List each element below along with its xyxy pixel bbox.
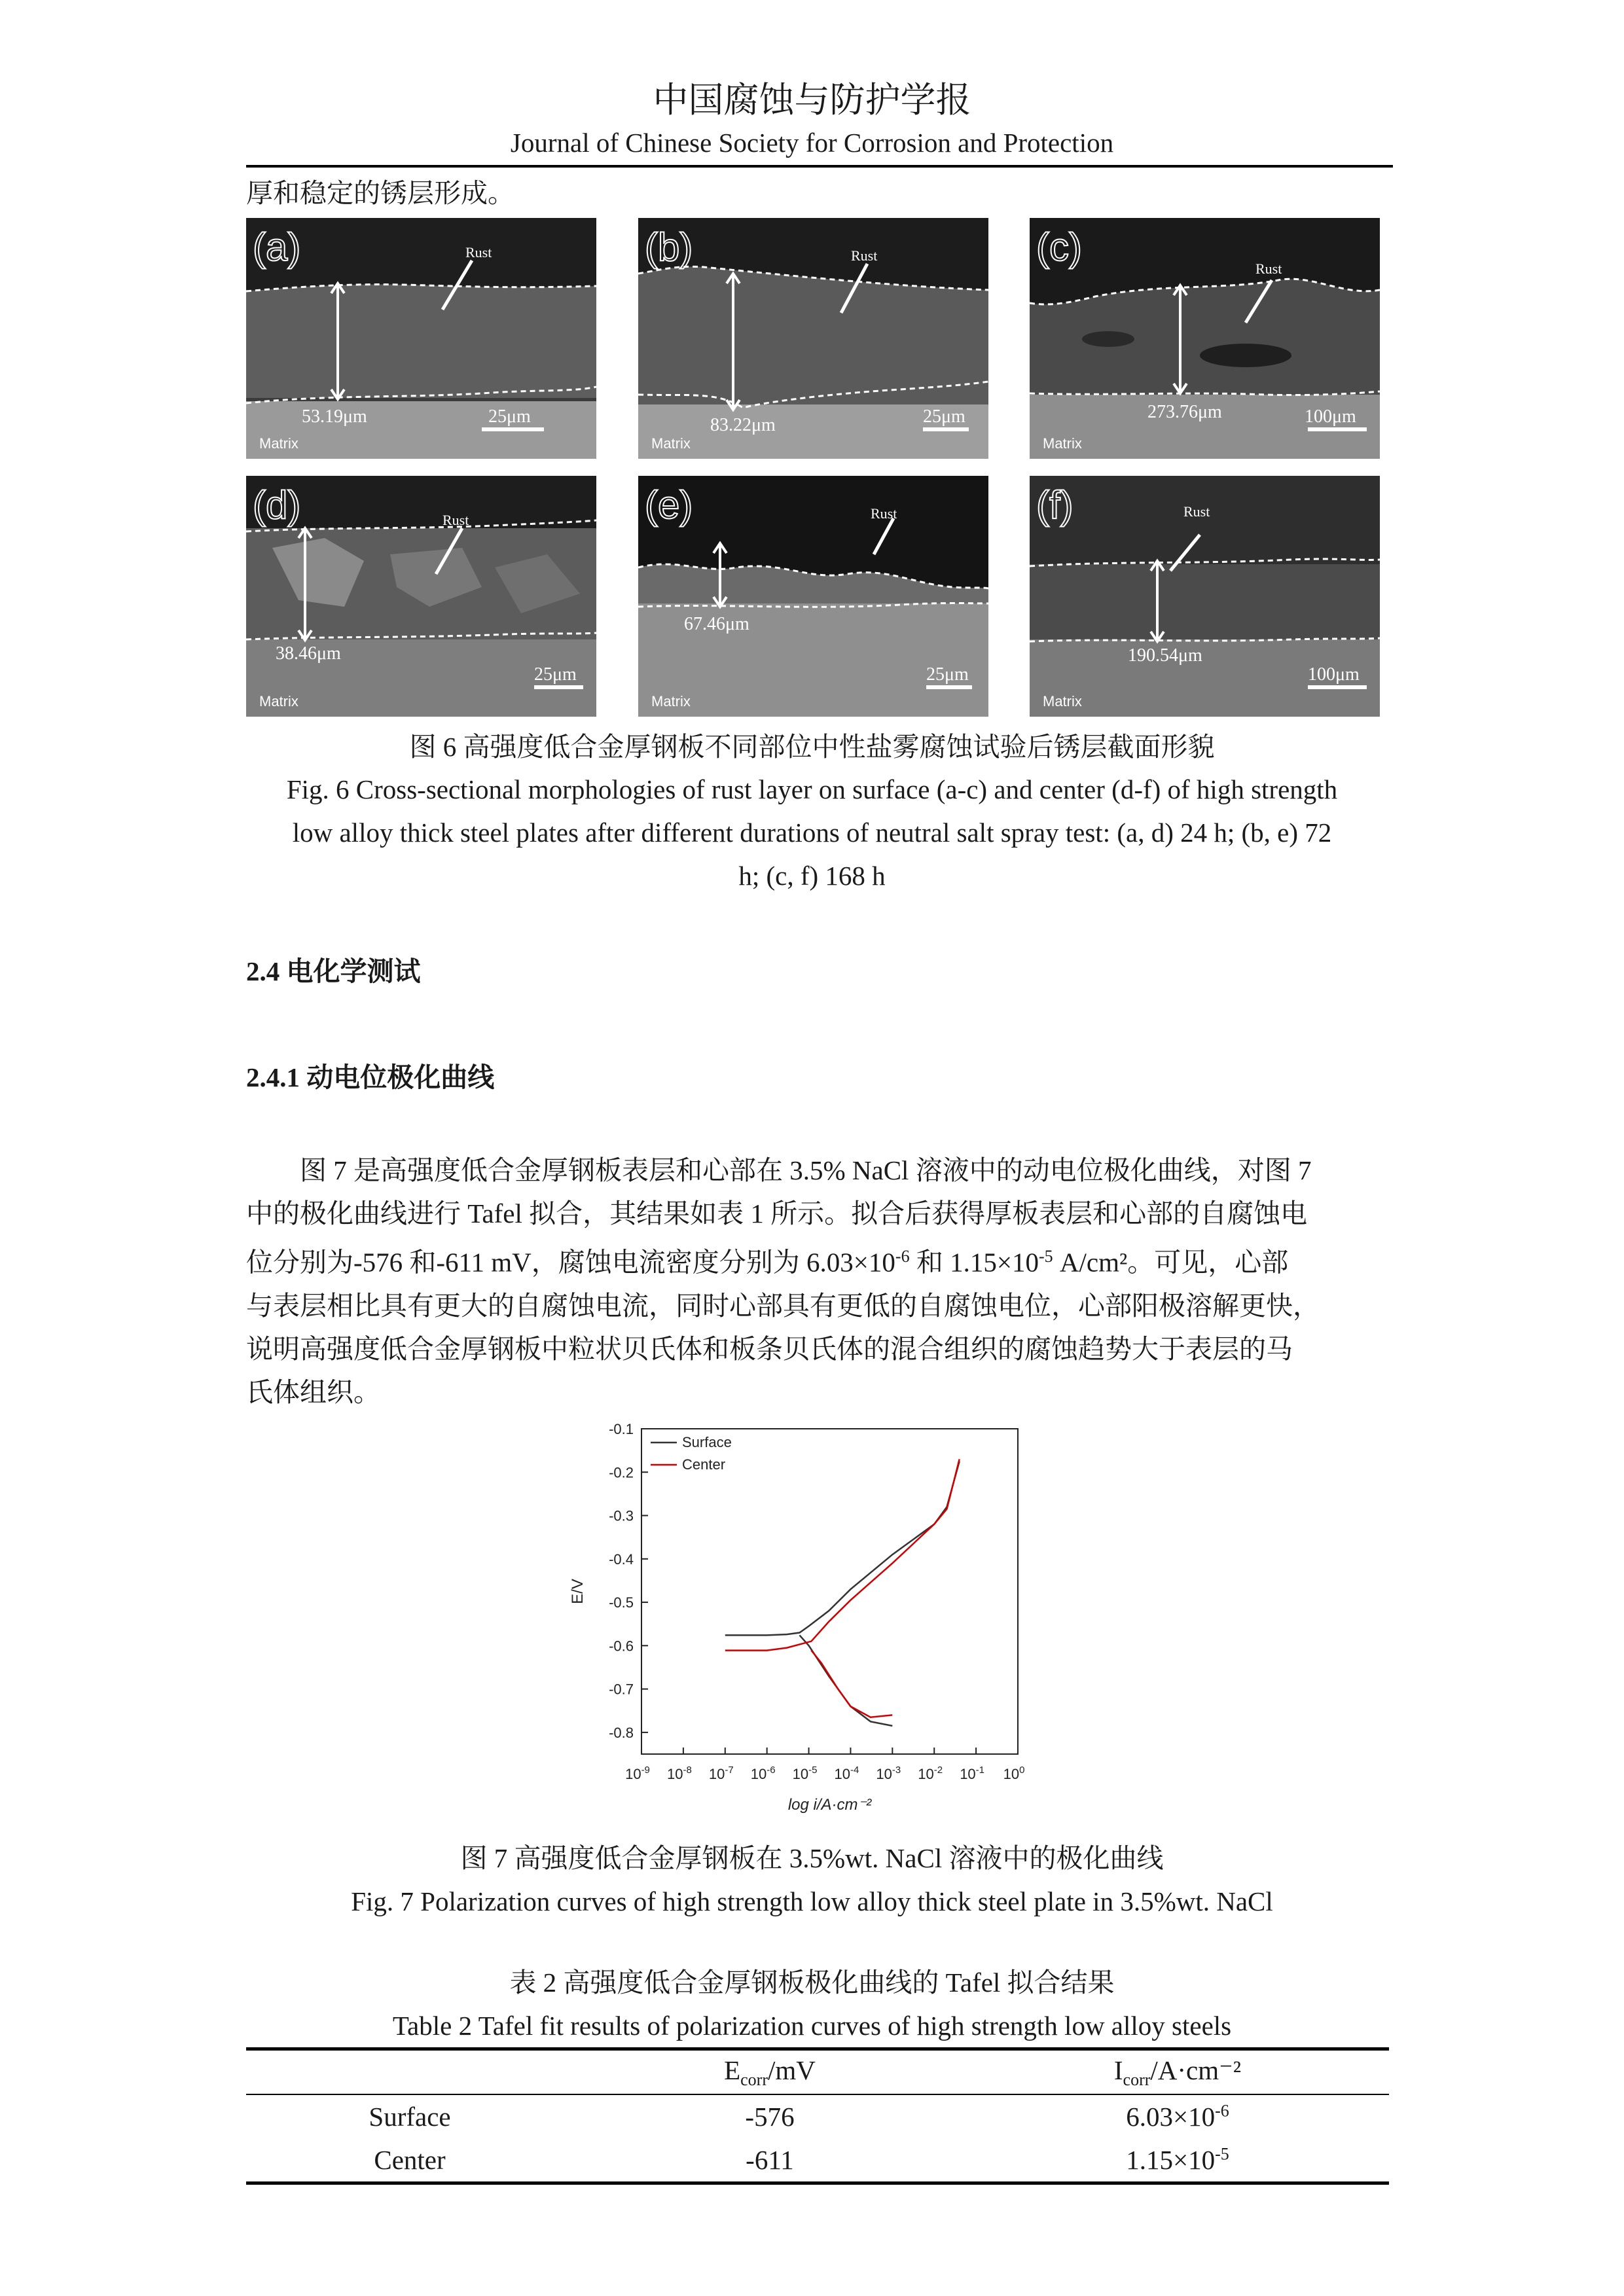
rust-label: Rust — [465, 244, 492, 260]
plot-frame — [641, 1429, 1018, 1754]
paragraph-line: 图 7 是高强度低合金厚钢板表层和心部在 3.5% NaCl 溶液中的动电位极化曲线，对图 7 — [300, 1155, 1312, 1185]
table-row — [246, 2138, 1389, 2183]
continued-text: 厚和稳定的锈层形成。 — [246, 178, 514, 208]
table-row — [246, 2094, 1389, 2138]
legend-label: Center — [682, 1456, 726, 1473]
series-line-center — [725, 1459, 960, 1650]
panel-label: (c) — [1036, 225, 1082, 269]
thickness-label: 190.54μm — [1128, 645, 1202, 666]
fig7-caption-en: Fig. 7 Polarization curves of high strength low alloy thick steel plate in 3.5%wt. NaCl — [351, 1886, 1273, 1916]
panel-label: (b) — [645, 225, 693, 269]
y-tick-label: -0.3 — [609, 1507, 634, 1524]
row-label: Center — [374, 2145, 446, 2175]
x-tick-label: $10^0$ — [1003, 1765, 1025, 1782]
x-tick-label: $10^{-8}$ — [666, 1765, 692, 1782]
legend-label: Surface — [682, 1434, 732, 1450]
fig6-caption-cn: 图 6 高强度低合金厚钢板不同部位中性盐雾腐蚀试验后锈层截面形貌 — [409, 732, 1215, 762]
x-tick-label: $10^{-3}$ — [876, 1765, 901, 1782]
paragraph-line: 说明高强度低合金厚钢板中粒状贝氏体和板条贝氏体的混合组织的腐蚀趋势大于表层的马 — [246, 1333, 1293, 1364]
scale-label: 100μm — [1305, 406, 1356, 427]
x-tick-label: $10^{-4}$ — [834, 1765, 859, 1782]
x-tick-label: $10^{-5}$ — [792, 1765, 818, 1782]
rust-label: Rust — [851, 247, 878, 264]
y-tick-label: -0.8 — [609, 1724, 634, 1741]
icorr-value: $6.03\times 10^{-6}$ — [1126, 2101, 1229, 2132]
y-tick-label: -0.4 — [609, 1551, 634, 1568]
header-icorr: $I_{corr}/A\cdot cm^{-2}$ — [1113, 2054, 1242, 2090]
header-ecorr: $E_{corr}/mV$ — [724, 2054, 816, 2090]
fig6-caption-en-line3: h; (c, f) 168 h — [738, 861, 886, 891]
scale-label: 25μm — [534, 664, 577, 685]
sem-panel-e — [638, 476, 988, 717]
scale-label: 25μm — [923, 406, 965, 427]
matrix-label: Matrix — [259, 435, 298, 452]
sem-panel-b — [638, 218, 988, 459]
y-tick-label: -0.5 — [609, 1594, 634, 1611]
table-header-row — [246, 2049, 1389, 2095]
y-tick-label: -0.1 — [609, 1421, 634, 1437]
scale-label: 100μm — [1308, 664, 1360, 685]
panel-label: (a) — [253, 225, 301, 269]
matrix-label: Matrix — [1043, 693, 1082, 709]
x-tick-label: $10^{-1}$ — [960, 1765, 985, 1782]
journal-title-cn: 中国腐蚀与防护学报 — [653, 81, 971, 120]
x-tick-label: $10^{-9}$ — [625, 1765, 650, 1782]
paragraph-line: 与表层相比具有更大的自腐蚀电流，同时心部具有更低的自腐蚀电位，心部阳极溶解更快， — [246, 1290, 1320, 1321]
sem-panel-d — [246, 476, 596, 717]
sem-panel-a — [246, 218, 596, 459]
y-tick-label: -0.7 — [609, 1681, 634, 1698]
ecorr-value: -611 — [746, 2145, 794, 2175]
table2-title-en: Table 2 Tafel fit results of polarization curves of high strength low alloy steels — [392, 2011, 1232, 2041]
x-tick-label: $10^{-7}$ — [708, 1765, 734, 1782]
fig6-caption-en-line2: low alloy thick steel plates after different durations of neutral salt spray test: (a, d) 24 h; (b, e) 72 — [292, 817, 1332, 848]
paragraph-line: 中的极化曲线进行 Tafel 拟合，其结果如表 1 所示。拟合后获得厚板表层和心部的自腐蚀电 — [246, 1198, 1308, 1229]
matrix-label: Matrix — [651, 435, 691, 452]
section-heading: 2.4 电化学测试 — [246, 956, 421, 986]
y-axis-label: E/V — [569, 1579, 586, 1604]
rust-label: Rust — [1255, 260, 1282, 277]
panel-label: (d) — [253, 483, 301, 527]
panel-label: (f) — [1036, 483, 1074, 527]
table2 — [246, 2047, 1389, 2185]
matrix-label: Matrix — [651, 693, 691, 709]
journal-title-en: Journal of Chinese Society for Corrosion and Protection — [510, 128, 1114, 158]
icorr-value: $1.15\times 10^{-5}$ — [1126, 2144, 1229, 2175]
thickness-label: 38.46μm — [276, 643, 341, 664]
matrix-label: Matrix — [1043, 435, 1082, 452]
x-axis-label: log i/A·cm⁻² — [787, 1796, 872, 1814]
thickness-label: 53.19μm — [302, 406, 367, 427]
series-cathodic-surface — [800, 1635, 893, 1726]
series-cathodic-center — [811, 1651, 892, 1717]
header-rule — [246, 165, 1393, 168]
x-tick-label: $10^{-2}$ — [918, 1765, 943, 1782]
scale-label: 25μm — [926, 664, 969, 685]
thickness-label: 67.46μm — [684, 614, 749, 634]
sem-panel-c — [1030, 218, 1380, 459]
panel-label: (e) — [645, 483, 693, 527]
fig7-caption-cn: 图 7 高强度低合金厚钢板在 3.5%wt. NaCl 溶液中的极化曲线 — [460, 1843, 1164, 1873]
y-tick-label: -0.6 — [609, 1638, 634, 1655]
rust-label: Rust — [871, 505, 897, 522]
rust-label: Rust — [1183, 503, 1210, 520]
table2-title-cn: 表 2 高强度低合金厚钢板极化曲线的 Tafel 拟合结果 — [509, 1967, 1115, 1998]
thickness-label: 83.22μm — [710, 415, 776, 435]
polarization-chart — [556, 1417, 1047, 1823]
y-tick-label: -0.2 — [609, 1464, 634, 1481]
paragraph-line: 氏体组织。 — [246, 1376, 380, 1407]
subsection-heading: 2.4.1 动电位极化曲线 — [246, 1062, 495, 1092]
thickness-label: 273.76μm — [1147, 402, 1222, 422]
rust-label: Rust — [442, 512, 469, 528]
x-tick-label: $10^{-6}$ — [750, 1765, 776, 1782]
header-blank — [246, 2049, 573, 2095]
body-paragraph — [246, 1149, 1385, 1414]
ecorr-value: -576 — [745, 2102, 795, 2132]
matrix-label: Matrix — [259, 693, 298, 709]
row-label: Surface — [369, 2102, 451, 2132]
sem-panel-f — [1030, 476, 1380, 717]
scale-label: 25μm — [488, 406, 531, 427]
paragraph-line: 位分别为-576 和-611 mV，腐蚀电流密度分别为 $6.03\times 10^{-6}$ 和 $1.15\times 10^{-5}$ A/cm²。可见，心部 — [246, 1247, 1289, 1278]
fig6-caption-en-line1: Fig. 6 Cross-sectional morphologies of rust layer on surface (a-c) and center (d-f) of high strength — [286, 774, 1338, 804]
